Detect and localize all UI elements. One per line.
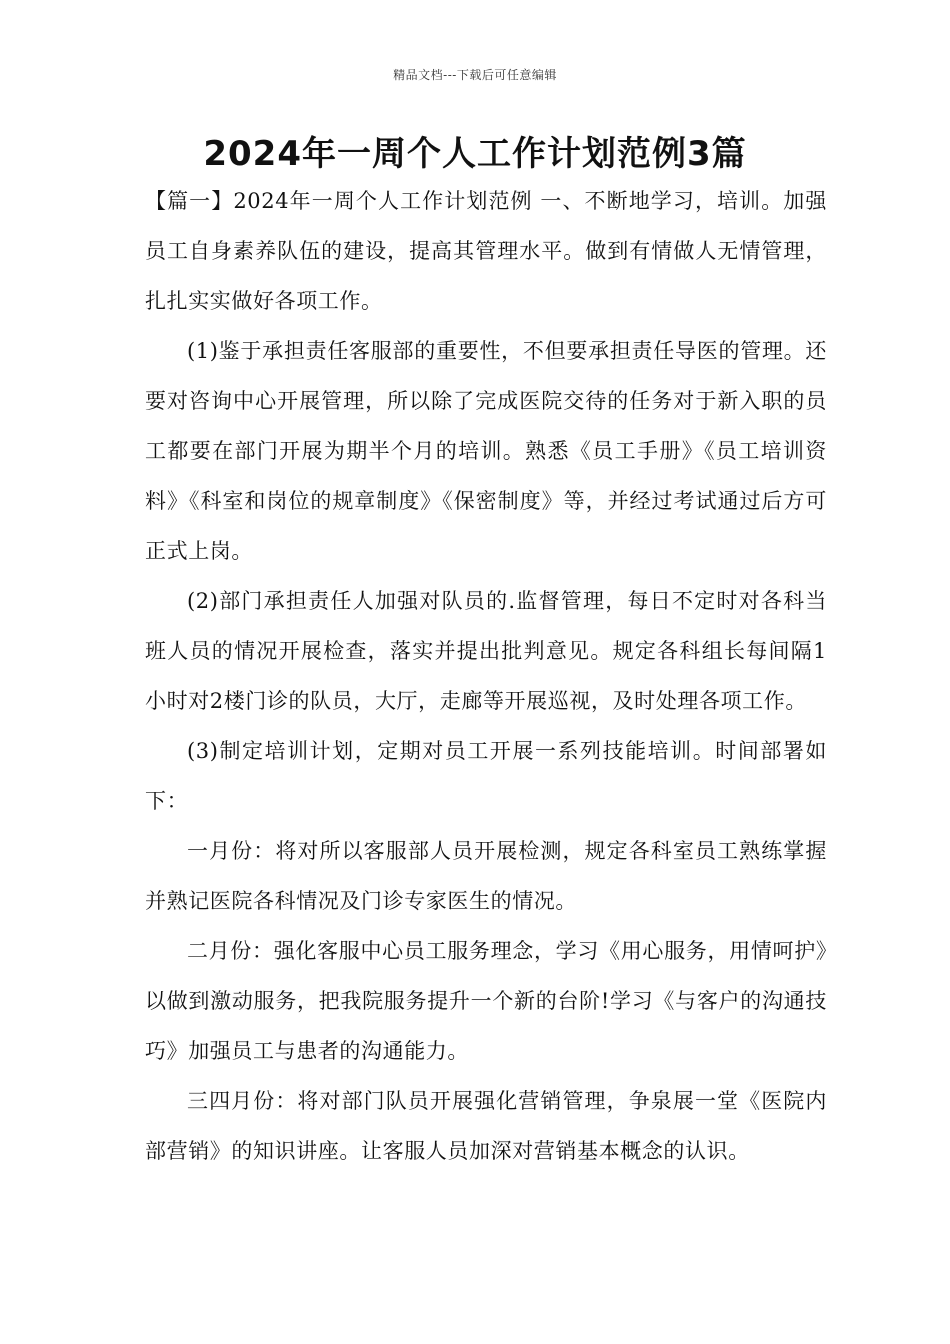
paragraph-7: 三四月份：将对部门队员开展强化营销管理，争泉展一堂《医院内部营销》的知识讲座。让客服人员加深对营销基本概念的认识。 — [145, 1089, 827, 1163]
paragraph-6: 二月份：强化客服中心员工服务理念，学习《用心服务，用情呵护》以做到激动服务，把我院服务提升一个新的台阶!学习《与客户的沟通技巧》加强员工与患者的沟通能力。 — [145, 939, 827, 1063]
paragraph-2: (1)鉴于承担责任客服部的重要性，不但要承担责任导医的管理。还要对咨询中心开展管理，所以除了完成医院交待的任务对于新入职的员工都要在部门开展为期半个月的培训。熟悉《员工手册》《员工培训资料》《科室和岗位的规章制度》《保密制度》等，并经过考试通过后方可正式上岗。 — [145, 339, 827, 563]
paragraph-5: 一月份：将对所以客服部人员开展检测，规定各科室员工熟练掌握并熟记医院各科情况及门诊专家医生的情况。 — [145, 839, 827, 913]
paragraph-3: (2)部门承担责任人加强对队员的.监督管理，每日不定时对各科当班人员的情况开展检查，落实并提出批判意见。规定各科组长每间隔1小时对2楼门诊的队员，大厅，走廊等开展巡视，及时处理各项工作。 — [145, 589, 827, 713]
document-title: 2024年一周个人工作计划范例3篇 — [203, 134, 747, 174]
paragraph-4: (3)制定培训计划，定期对员工开展一系列技能培训。时间部署如下： — [145, 739, 827, 813]
document-body — [145, 176, 827, 1176]
header-note: 精品文档---下载后可任意编辑 — [393, 68, 557, 82]
paragraph-1: 【篇一】2024年一周个人工作计划范例 一、不断地学习，培训。加强员工自身素养队伍的建设，提高其管理水平。做到有情做人无情管理，扎扎实实做好各项工作。 — [145, 189, 827, 313]
